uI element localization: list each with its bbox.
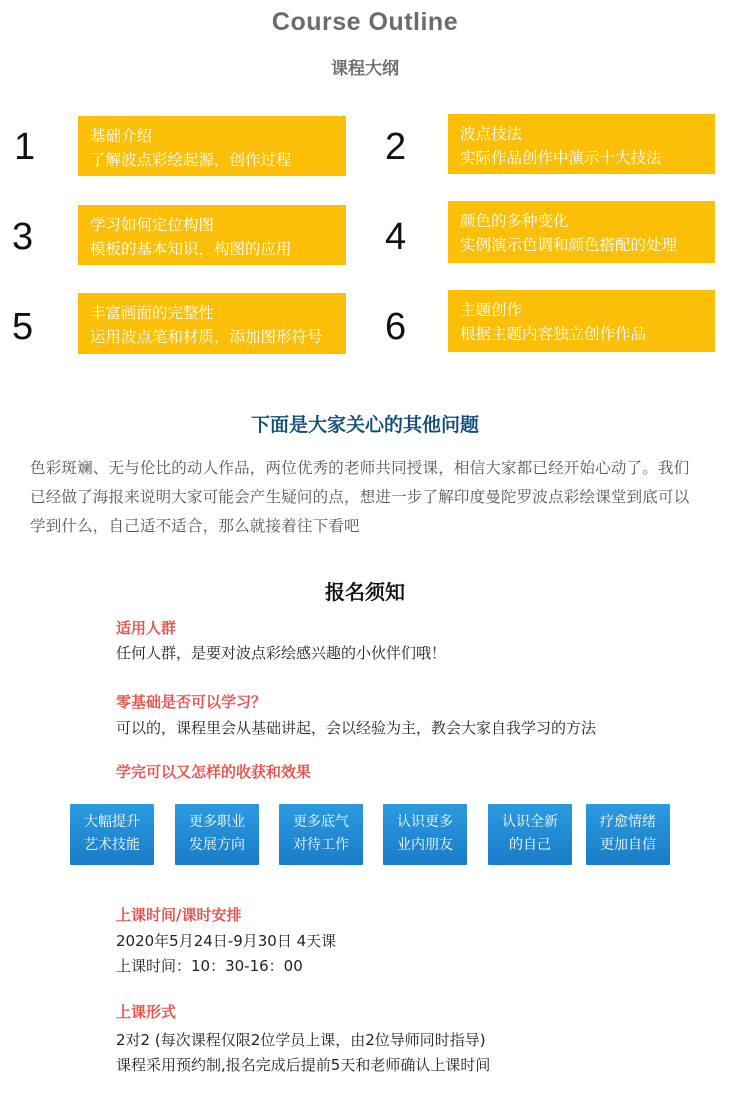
outline-number-2: 2 <box>385 126 407 168</box>
benefit-box-3 <box>279 804 363 865</box>
benefit-line: 艺术技能 <box>84 837 140 853</box>
benefit-line: 认识更多 <box>397 814 453 830</box>
benefit-box-4 <box>383 804 467 865</box>
outline-number-4: 4 <box>385 216 407 258</box>
benefit-line: 更多职业 <box>189 814 245 830</box>
course-outline-title-en: Course Outline <box>271 8 459 36</box>
benefit-line: 对待工作 <box>293 837 349 853</box>
outline-card-title: 波点技法 <box>460 125 523 143</box>
gains-heading: 学完可以又怎样的收获和效果 <box>116 763 312 781</box>
course-outline-title-cn: 课程大纲 <box>331 59 399 79</box>
outline-card-3 <box>78 205 346 265</box>
benefit-line: 大幅提升 <box>84 814 140 830</box>
audience-text: 任何人群，是要对波点彩绘感兴趣的小伙伴们哦！ <box>116 644 447 662</box>
benefit-line: 认识全新 <box>502 814 558 830</box>
outline-card-4 <box>448 201 715 263</box>
benefit-box-6 <box>586 804 670 865</box>
beginner-heading: 零基础是否可以学习？ <box>116 693 267 711</box>
outline-card-2 <box>448 114 715 174</box>
audience-heading: 适用人群 <box>116 619 177 637</box>
outline-card-desc: 了解波点彩绘起源，创作过程 <box>90 151 292 169</box>
outline-number-1: 1 <box>14 126 36 168</box>
schedule-time: 上课时间：10：30-16：00 <box>116 957 303 975</box>
outline-card-title: 颜色的多种变化 <box>460 212 569 230</box>
format-heading: 上课形式 <box>116 1003 177 1021</box>
schedule-heading: 上课时间/课时安排 <box>116 906 242 924</box>
outline-number-6: 6 <box>385 306 407 348</box>
outline-card-desc: 实际作品创作中演示十大技法 <box>460 149 662 167</box>
format-line-2: 课程采用预约制,报名完成后提前5天和老师确认上课时间 <box>116 1056 491 1074</box>
benefit-line: 业内朋友 <box>397 837 453 853</box>
outline-card-desc: 实例演示色调和颜色搭配的处理 <box>460 236 678 254</box>
schedule-dates: 2020年5月24日-9月30日 4天课 <box>116 932 337 950</box>
beginner-text: 可以的，课程里会从基础讲起，会以经验为主，教会大家自我学习的方法 <box>116 719 597 737</box>
benefit-line: 疗愈情绪 <box>600 814 656 830</box>
registration-title: 报名须知 <box>325 580 405 604</box>
outline-card-title: 丰富画面的完整性 <box>90 304 215 322</box>
benefit-box-1 <box>70 804 154 865</box>
outline-card-1 <box>78 116 346 176</box>
format-line-1: 2对2 (每次课程仅限2位学员上课，由2位导师同时指导) <box>116 1031 486 1049</box>
outline-card-title: 学习如何定位构图 <box>90 216 215 234</box>
outline-card-6 <box>448 290 715 352</box>
faq-title: 下面是大家关心的其他问题 <box>250 414 479 436</box>
outline-card-desc: 运用波点笔和材质，添加图形符号 <box>90 328 323 346</box>
benefit-line: 更多底气 <box>293 814 349 830</box>
benefit-line: 更加自信 <box>600 837 656 853</box>
outline-card-5 <box>78 293 346 354</box>
benefit-box-2 <box>175 804 259 865</box>
outline-card-title: 基础介绍 <box>90 127 153 145</box>
outline-card-desc: 根据主题内容独立创作作品 <box>460 325 647 343</box>
faq-intro-paragraph: 色彩斑斓、无与伦比的动人作品，两位优秀的老师共同授课，相信大家都已经开始心动了。我们已经做了海报来说明大家可能会产生疑问的点，想进一步了解印度曼陀罗波点彩绘课堂到底可以学到什么，自己适不适合，那么就接着往下看吧 <box>30 459 690 535</box>
benefit-line: 的自己 <box>509 837 551 853</box>
benefit-line: 发展方向 <box>189 837 245 853</box>
outline-card-title: 主题创作 <box>460 301 523 319</box>
benefit-box-5 <box>488 804 572 865</box>
outline-number-5: 5 <box>12 306 34 348</box>
outline-number-3: 3 <box>12 216 34 258</box>
outline-card-desc: 模板的基本知识，构图的应用 <box>90 240 292 258</box>
